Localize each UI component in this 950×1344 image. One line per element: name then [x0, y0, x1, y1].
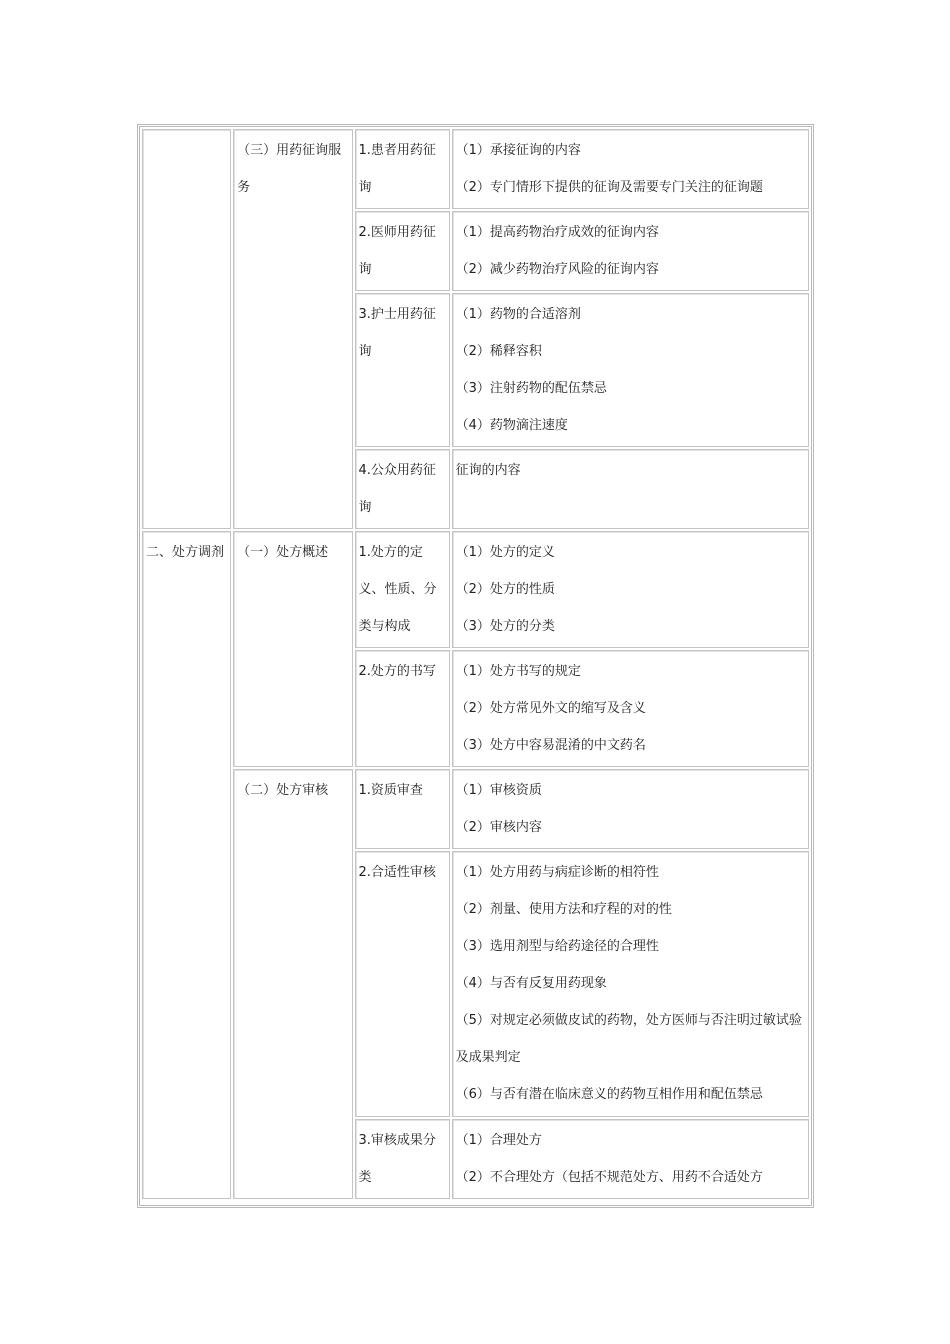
detail-cell — [452, 449, 809, 529]
detail-line: （1）合理处方 — [455, 1133, 542, 1148]
detail-line: 征询的内容 — [455, 463, 521, 478]
detail-line: （2）专门情形下提供的征询及需要专门关注的征询题 — [455, 180, 763, 195]
detail-line: （3）处方的分类 — [455, 619, 555, 634]
subsection-review — [233, 769, 352, 1199]
item-label: 3.护士用药征询 — [358, 307, 436, 359]
section-cell-empty — [142, 129, 231, 529]
detail-line: （1）处方的定义 — [455, 545, 555, 560]
detail-cell — [452, 650, 809, 767]
item-label: 2.处方的书写 — [358, 664, 436, 679]
item-label: 4.公众用药征询 — [358, 463, 436, 515]
subsection-label: （一）处方概述 — [237, 545, 329, 560]
detail-line: （1）提高药物治疗成效的征询内容 — [455, 225, 659, 240]
item-cell — [355, 851, 450, 1117]
detail-cell — [452, 129, 809, 209]
detail-cell — [452, 293, 809, 447]
subsection-label: （二）处方审核 — [237, 783, 329, 798]
detail-line: （4）与否有反复用药现象 — [455, 976, 607, 991]
detail-line: （1）处方用药与病症诊断的相符性 — [455, 865, 659, 880]
item-cell — [355, 211, 450, 291]
syllabus-outline-table — [140, 127, 811, 1201]
table-row — [142, 769, 809, 849]
item-cell — [355, 531, 450, 648]
detail-line: （5）对规定必须做皮试的药物，处方医师与否注明过敏试验及成果判定 — [455, 1013, 802, 1065]
item-cell — [355, 1119, 450, 1199]
item-cell — [355, 449, 450, 529]
item-cell — [355, 293, 450, 447]
detail-line: （1）药物的合适溶剂 — [455, 307, 581, 322]
detail-line: （1）承接征询的内容 — [455, 143, 581, 158]
item-label: 2.合适性审核 — [358, 865, 436, 880]
item-cell — [355, 129, 450, 209]
detail-cell — [452, 531, 809, 648]
item-label: 3.审核成果分类 — [358, 1133, 436, 1185]
detail-line: （6）与否有潜在临床意义的药物互相作用和配伍禁忌 — [455, 1087, 763, 1102]
detail-line: （2）剂量、使用方法和疗程的对的性 — [455, 902, 672, 917]
item-label: 1.资质审查 — [358, 783, 423, 798]
item-label: 2.医师用药征询 — [358, 225, 436, 277]
detail-line: （4）药物滴注速度 — [455, 418, 568, 433]
detail-line: （2）不合理处方（包括不规范处方、用药不合适处方 — [455, 1170, 763, 1185]
detail-cell — [452, 1119, 809, 1199]
item-cell — [355, 650, 450, 767]
detail-line: （3）选用剂型与给药途径的合理性 — [455, 939, 659, 954]
detail-line: （1）审核资质 — [455, 783, 542, 798]
item-label: 1.患者用药征询 — [358, 143, 436, 195]
detail-line: （1）处方书写的规定 — [455, 664, 581, 679]
detail-line: （2）审核内容 — [455, 820, 542, 835]
detail-line: （2）处方的性质 — [455, 582, 555, 597]
table-row — [142, 531, 809, 648]
detail-line: （2）减少药物治疗风险的征询内容 — [455, 262, 659, 277]
section-label: 二、处方调剂 — [146, 545, 225, 560]
subsection-consultation — [233, 129, 352, 529]
detail-cell — [452, 211, 809, 291]
detail-line: （2）稀释容积 — [455, 344, 542, 359]
item-cell — [355, 769, 450, 849]
detail-cell — [452, 851, 809, 1117]
item-label: 1.处方的定义、性质、分类与构成 — [358, 545, 437, 634]
subsection-label: （三）用药征询服务 — [237, 143, 342, 195]
subsection-overview — [233, 531, 352, 767]
detail-line: （3）注射药物的配伍禁忌 — [455, 381, 607, 396]
section-prescription-dispensing — [142, 531, 231, 1199]
detail-line: （3）处方中容易混淆的中文药名 — [455, 738, 646, 753]
table-row — [142, 129, 809, 209]
detail-line: （2）处方常见外文的缩写及含义 — [455, 701, 646, 716]
detail-cell — [452, 769, 809, 849]
